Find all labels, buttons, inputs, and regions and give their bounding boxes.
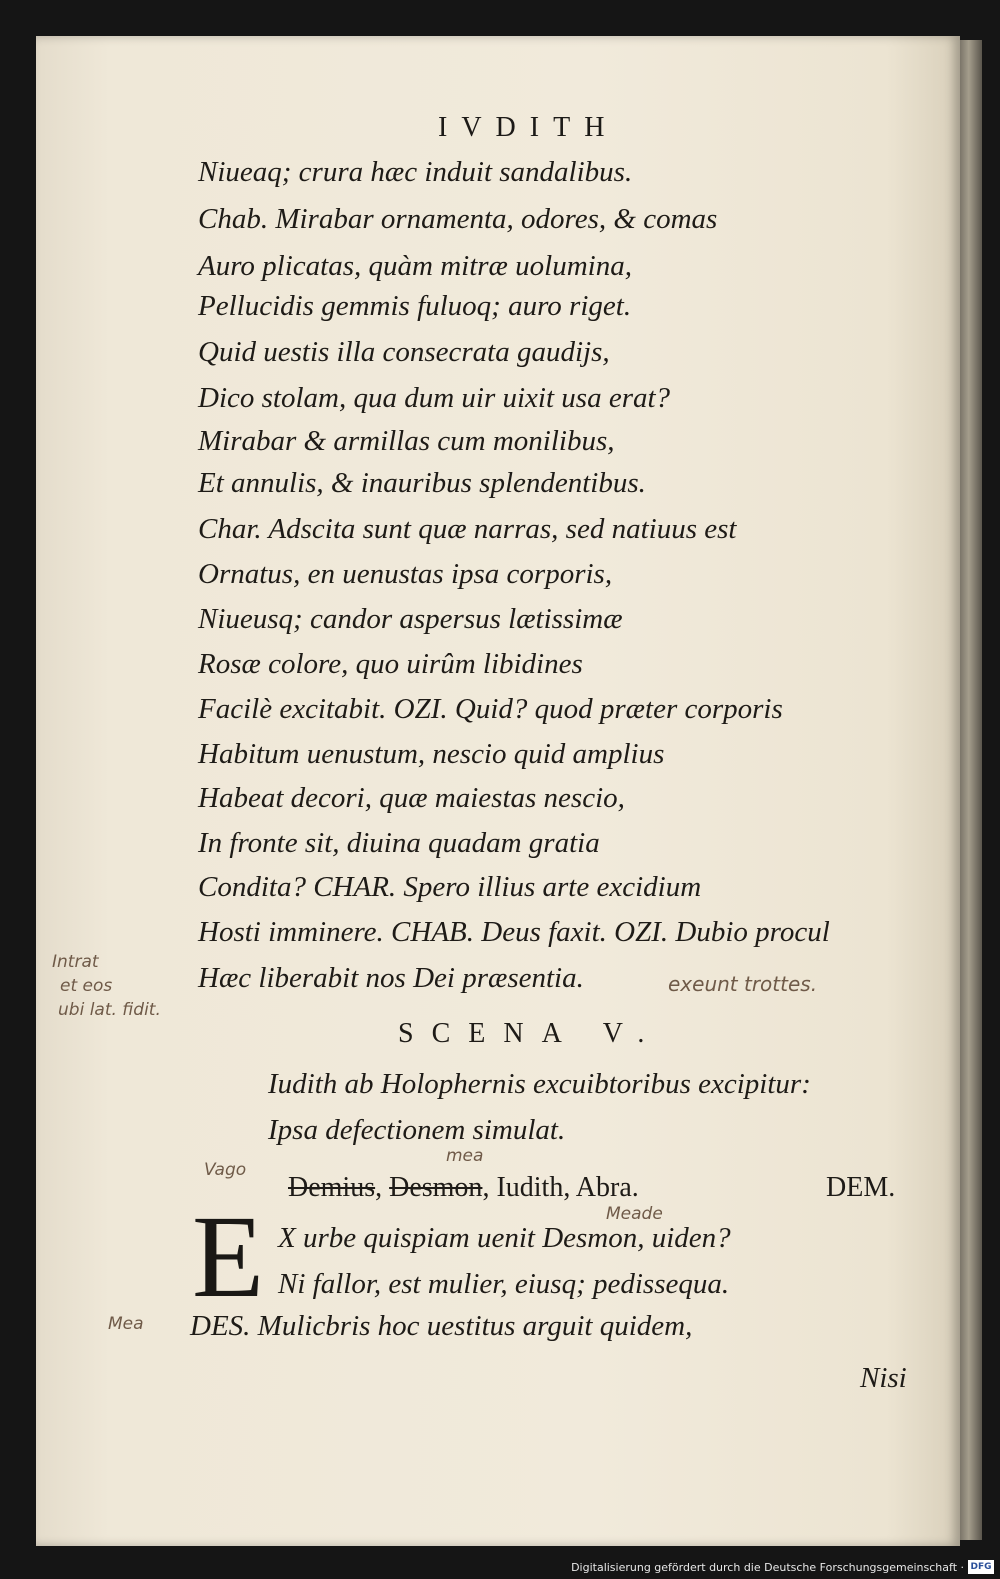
verse-line: Hæc liberabit nos Dei præsentia. bbox=[198, 962, 584, 994]
verse-line: Auro plicatas, quàm mitræ uolumina, bbox=[198, 250, 632, 282]
dialogue-line: X urbe quispiam uenit Desmon, uiden? bbox=[278, 1222, 731, 1254]
exit-note: exeunt trottes. bbox=[668, 972, 818, 996]
scene-title: SCENA V. bbox=[398, 1018, 663, 1049]
catchword: Nisi bbox=[860, 1362, 907, 1394]
verse-line: Quid uestis illa consecrata gaudijs, bbox=[198, 336, 610, 368]
margin-note: Mea bbox=[108, 1314, 144, 1334]
verse-line: Pellucidis gemmis fuluoq; auro riget. bbox=[198, 290, 632, 322]
margin-note: Vago bbox=[204, 1160, 247, 1180]
speaker-label: DEM. bbox=[826, 1172, 896, 1203]
verse-line: Ornatus, en uenustas ipsa corporis, bbox=[198, 558, 613, 590]
verse-line: Hosti imminere. CHAB. Deus faxit. OZI. Dubio procul bbox=[198, 916, 830, 948]
verse-line: Et annulis, & inauribus splendentibus. bbox=[198, 467, 646, 499]
verse-line: Dico stolam, qua dum uir uixit usa erat? bbox=[198, 382, 671, 414]
margin-note: ubi lat. fidit. bbox=[58, 1000, 161, 1020]
verse-line: Facilè excitabit. OZI. Quid? quod præter corporis bbox=[198, 693, 783, 725]
scene-argument: Iudith ab Holophernis excuibtoribus excipitur: bbox=[268, 1068, 811, 1100]
drop-cap: E bbox=[192, 1191, 265, 1322]
verse-line: Habeat decori, quæ maiestas nescio, bbox=[198, 782, 625, 814]
scene-argument: Ipsa defectionem simulat. bbox=[268, 1114, 566, 1146]
cast-list: Demius, Desmon, Iudith, Abra. bbox=[288, 1172, 639, 1203]
verse-line: Niueaq; crura hæc induit sandalibus. bbox=[198, 156, 633, 188]
verse-line: Condita? CHAR. Spero illius arte excidium bbox=[198, 871, 702, 903]
dialogue-line: Ni fallor, est mulier, eiusq; pedissequa. bbox=[278, 1268, 730, 1300]
footer-bar bbox=[0, 1556, 1000, 1579]
dfg-logo: DFG bbox=[968, 1560, 994, 1574]
verse-line: Rosæ colore, quo uirûm libidines bbox=[198, 648, 583, 680]
cast-name-struck: Demius bbox=[288, 1172, 376, 1203]
margin-note: et eos bbox=[60, 976, 113, 996]
verse-line: Niueusq; candor aspersus lætissimæ bbox=[198, 603, 623, 635]
running-title: IVDITH bbox=[438, 112, 619, 143]
cast-rest: , Iudith, Abra. bbox=[482, 1172, 639, 1203]
dialogue-line: DES. Mulicbris hoc uestitus arguit quidem, bbox=[190, 1310, 693, 1342]
interlinear-note: Meade bbox=[606, 1204, 663, 1224]
footer-text: Digitalisierung gefördert durch die Deutsche Forschungsgemeinschaft · bbox=[571, 1561, 964, 1574]
interlinear-note: mea bbox=[446, 1146, 484, 1166]
verse-line: In fronte sit, diuina quadam gratia bbox=[198, 827, 600, 859]
margin-note: Intrat bbox=[52, 952, 99, 972]
verse-line: Char. Adscita sunt quæ narras, sed natiuus est bbox=[198, 513, 737, 545]
verse-line: Habitum uenustum, nescio quid amplius bbox=[198, 738, 665, 770]
verse-line: Chab. Mirabar ornamenta, odores, & comas bbox=[198, 203, 718, 235]
page-edge bbox=[960, 40, 982, 1540]
verse-line: Mirabar & armillas cum monilibus, bbox=[198, 425, 615, 457]
cast-name-struck: Desmon bbox=[389, 1172, 483, 1203]
